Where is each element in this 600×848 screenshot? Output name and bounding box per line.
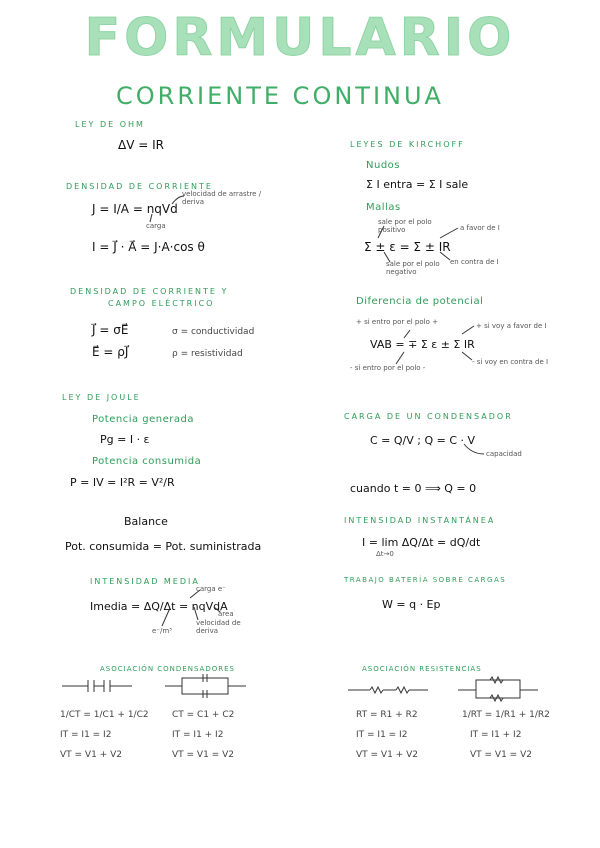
work-heading: TRABAJO BATERÍA SOBRE CARGAS [344,576,507,584]
work-formula: W = q · Ep [382,598,441,611]
joule-generated-label: Potencia generada [92,414,194,425]
mean-current-velocity-note: velocidad de deriva [196,619,241,635]
resistor-series-diagram [348,687,428,693]
field-heading-2: CAMPO ELÉCTRICO [108,299,215,308]
arrow-mean-velocity [194,607,198,620]
instant-limit: Δt→0 [376,550,394,558]
instant-formula: I = lim ΔQ/Δt = dQ/dt [362,536,481,549]
ohm-heading: LEY DE OHM [75,120,145,129]
arrow-favor [440,228,458,238]
res-parallel-1: 1/RT = 1/R1 + 1/R2 [462,710,550,720]
cap-series-3: VT = V1 + V2 [60,750,122,760]
res-series-3: VT = V1 + V2 [356,750,418,760]
joule-generated-formula: Pg = I · ε [100,433,150,446]
kirchoff-enter-pos-note: + si entro por el polo + [356,318,438,326]
kirchoff-heading: LEYES DE KIRCHOFF [350,140,465,149]
density-formula: J = I/A = nqVd [92,202,178,216]
cap-parallel-2: IT = I1 + I2 [172,730,224,740]
instant-heading: INTENSIDAD INSTANTÁNEA [344,516,496,525]
density-velocity-note: velocidad de arrastre / deriva [182,190,262,206]
mean-current-area-note: área [218,610,234,618]
cap-series-1: 1/CT = 1/C1 + 1/C2 [60,710,149,720]
density-charge-note: carga [146,222,166,230]
kirchoff-enter-neg-note: - si entro por el polo - [350,364,426,372]
kirchoff-favor2-note: + si voy a favor de I [476,322,547,330]
arrow-positive [378,226,384,238]
arrow-against2 [462,352,472,360]
cap-parallel-3: VT = V1 = V2 [172,750,234,760]
capacitor-heading: CARGA DE UN CONDENSADOR [344,412,513,421]
arrow-favor2 [462,326,474,334]
joule-consumed-label: Potencia consumida [92,456,202,467]
arrow-charge [150,214,152,222]
mean-current-charge-note: carga e⁻ [196,585,226,593]
kirchoff-negative-note: sale por el polo negativo [386,260,440,276]
page-title: FORMULARIO [84,8,516,68]
cap-series-2: IT = I1 = I2 [60,730,112,740]
arrow-velocity [172,196,184,204]
kirchoff-against2-note: - si voy en contra de I [472,358,549,366]
field-note-1: σ = conductividad [172,327,255,337]
field-formula-2: E⃗ = ρJ⃗ [92,345,129,359]
resistors-assoc-heading: ASOCIACIÓN RESISTENCIAS [362,665,482,673]
capacitor-when: cuando t = 0 ⟹ Q = 0 [350,482,477,495]
field-note-2: ρ = resistividad [172,349,243,359]
capacitors-assoc-heading: ASOCIACIÓN CONDENSADORES [100,665,235,673]
capacitor-capacity-note: capacidad [486,450,522,458]
joule-balance-label: Balance [124,515,168,528]
joule-heading: LEY DE JOULE [62,393,141,402]
field-formula-1: J⃗ = σE⃗ [92,323,129,337]
arrow-negative [384,252,390,262]
resistor-parallel-diagram [458,677,538,701]
kirchoff-meshes-label: Mallas [366,202,401,213]
arrow-mean-density [162,608,170,626]
arrow-enter-neg [396,352,404,364]
kirchoff-nodes-label: Nudos [366,160,400,171]
field-heading-1: DENSIDAD DE CORRIENTE Y [70,287,229,296]
kirchoff-favor-note: a favor de I [460,224,500,232]
joule-consumed-formula: P = IV = I²R = V²/R [70,476,175,489]
kirchoff-meshes-formula: Σ ± ε = Σ ± IR [364,240,451,254]
joule-balance-formula: Pot. consumida = Pot. suministrada [65,540,262,553]
ohm-formula: ΔV = IR [118,138,164,152]
capacitor-series-diagram [62,680,132,692]
arrow-against [440,252,450,260]
kirchoff-potential-label: Diferencia de potencial [356,296,484,307]
kirchoff-positive-note: sale por el polo positivo [378,218,432,234]
res-series-2: IT = I1 = I2 [356,730,408,740]
capacitor-parallel-diagram [165,674,246,698]
kirchoff-nodes-formula: Σ I entra = Σ I sale [366,178,469,191]
arrow-mean-area [214,607,220,612]
res-series-1: RT = R1 + R2 [356,710,418,720]
kirchoff-potential-formula: VAB = ∓ Σ ε ± Σ IR [370,338,475,351]
mean-current-heading: INTENSIDAD MEDIA [90,577,200,586]
arrow-enter-pos [404,330,410,338]
res-parallel-3: VT = V1 = V2 [470,750,532,760]
arrow-mean-charge [190,590,200,598]
page-subtitle: CORRIENTE CONTINUA [116,82,444,110]
capacitor-formula: C = Q/V ; Q = C · V [370,434,476,447]
mean-current-formula: Imedia = ΔQ/Δt = nqVdA [90,600,228,613]
density-heading: DENSIDAD DE CORRIENTE [66,182,213,191]
cap-parallel-1: CT = C1 + C2 [172,710,235,720]
kirchoff-against-note: en contra de I [450,258,499,266]
arrow-capacity [464,444,484,454]
mean-current-density-note: e⁻/m³ [152,627,172,635]
res-parallel-2: IT = I1 + I2 [470,730,522,740]
density-formula-2: I = J⃗ · A⃗ = J·A·cos θ [92,240,205,254]
